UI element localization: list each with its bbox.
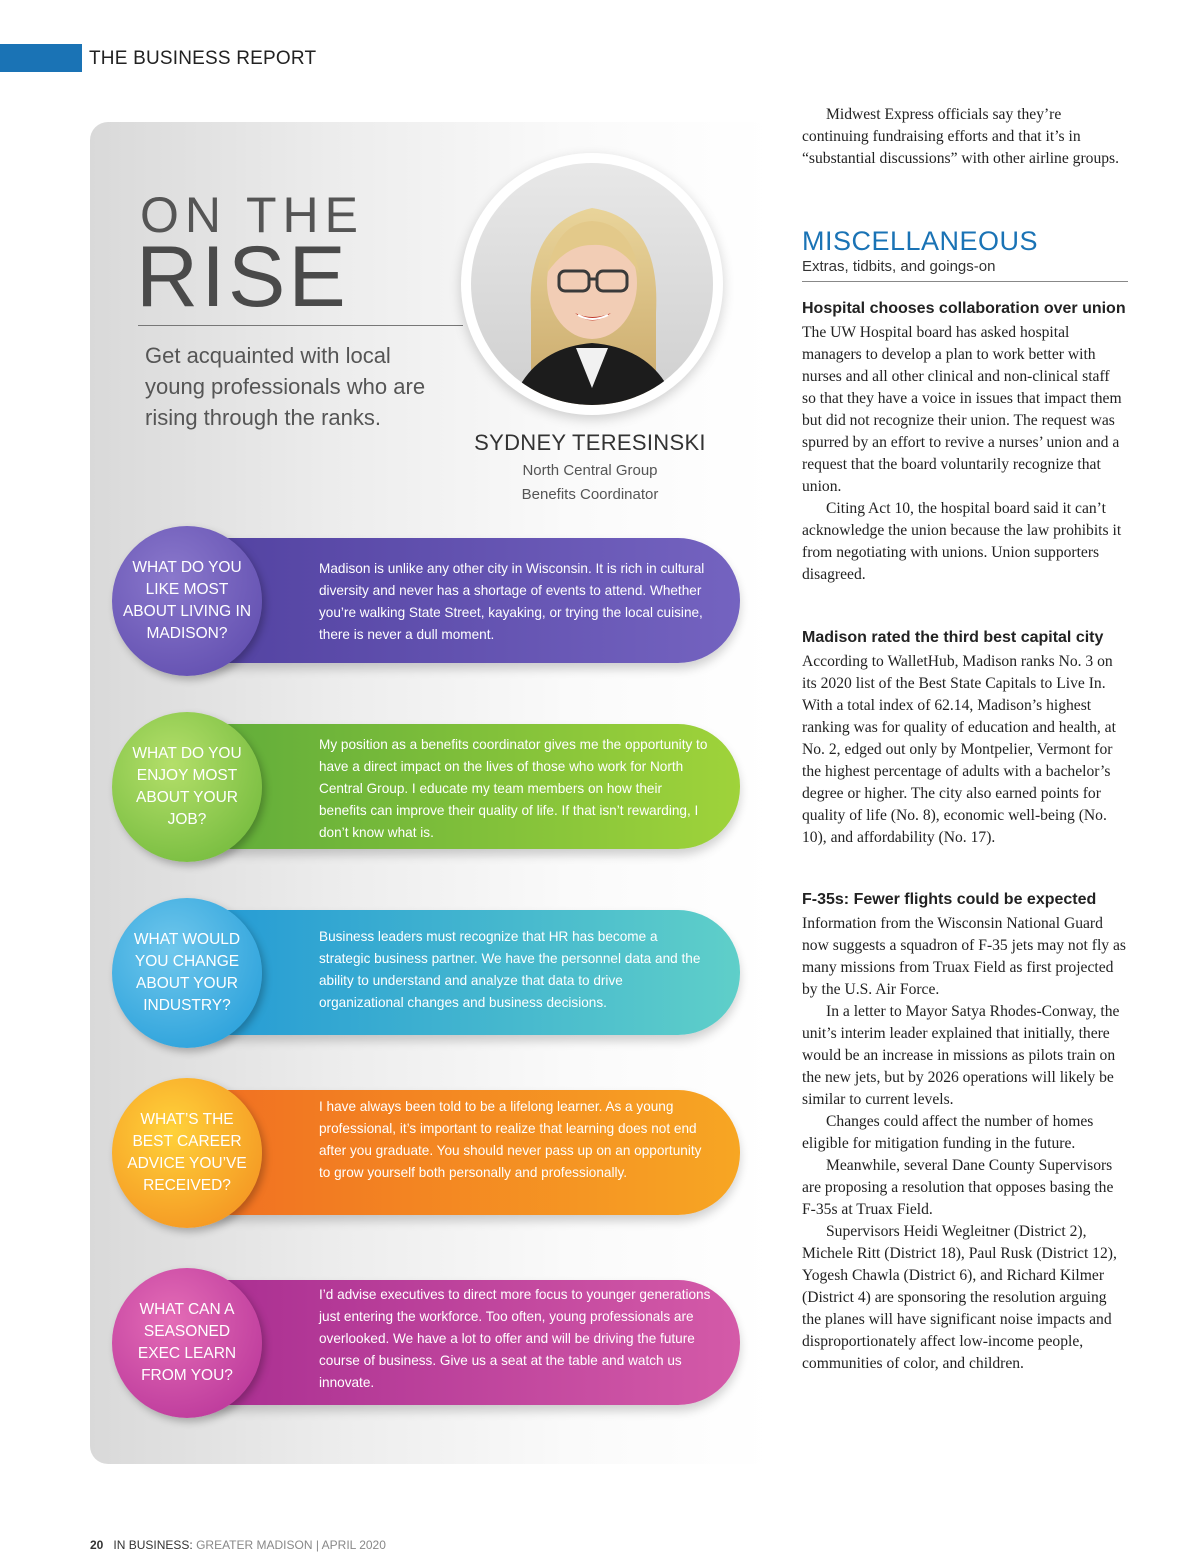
answer-text: Business leaders must recognize that HR has become a strategic business partner. We have the personnel data and the ability to understand and analyze that data to drive organizational changes and business decisions. bbox=[319, 929, 701, 1010]
feature-title-small: ON THE bbox=[140, 187, 364, 243]
article-body bbox=[802, 322, 1126, 586]
answer-text: I’d advise executives to direct more focus to younger generations just entering the workforce. Too often, young professionals are overlooked. We have a lot to offer and will be driving the future course of business. Give us a seat at the table and watch us innovate. bbox=[319, 1287, 711, 1390]
article-paragraph: According to WalletHub, Madison ranks No. 3 on its 2020 list of the Best State Capitals to Live In. With a total index of 62.14, Madison’s highest ranking was for quality of education and health, at No. 2, edged out only by Montpelier, Vermont for the highest percentage of adults with a bachelor’s degree or higher. The city also earned points for quality of life (No. 8), economic well-being (No. 10), and affordability (No. 17). bbox=[802, 653, 1116, 846]
page-footer bbox=[90, 1538, 386, 1552]
question-text: WHAT DO YOU LIKE MOST ABOUT LIVING IN MADISON? bbox=[122, 559, 252, 642]
article-heading: Hospital chooses collaboration over union bbox=[802, 300, 1126, 317]
question-text: WHAT CAN A SEASONED EXEC LEARN FROM YOU? bbox=[137, 1301, 237, 1384]
portrait-photo bbox=[471, 163, 713, 405]
question-circle bbox=[112, 898, 262, 1048]
question-text: WHAT WOULD YOU CHANGE ABOUT YOUR INDUSTRY? bbox=[133, 931, 241, 1014]
publication-name: IN BUSINESS: bbox=[113, 1538, 193, 1552]
article-paragraph: The UW Hospital board has asked hospital managers to develop a plan to work better with nurses and all other clinical and non-clinical staff so that they have a voice in issues that impact them but did not recognize their union. The request was spurred by an effort to revive a nurses’ union and a request that the board voluntarily recognize that union. bbox=[802, 324, 1122, 495]
answer-text: I have always been told to be a lifelong learner. As a young professional, it’s important to realize that learning does not end after you graduate. You should never pass up on an opportunity to grow yourself both personally and professionally. bbox=[319, 1099, 702, 1180]
article-paragraph: Citing Act 10, the hospital board said it can’t acknowledge the union because the law prohibits it from negotiating with unions. Union supporters disagreed. bbox=[802, 500, 1122, 583]
section-header: THE BUSINESS REPORT bbox=[89, 48, 317, 69]
page-number: 20 bbox=[90, 1538, 104, 1552]
question-text: WHAT’S THE BEST CAREER ADVICE YOU’VE RECEIVED? bbox=[127, 1111, 247, 1194]
section-divider bbox=[802, 281, 1128, 282]
article-paragraph: Changes could affect the number of homes eligible for mitigation funding in the future. bbox=[802, 1113, 1094, 1152]
article-paragraph: In a letter to Mayor Satya Rhodes-Conway, the unit’s interim leader explained that initially, there would be an increase in missions as pilots train on the new jets, but by 2026 operations will likely be similar to current levels. bbox=[802, 1003, 1120, 1108]
qa-item bbox=[112, 712, 740, 852]
person-name: SYDNEY TERESINSKI bbox=[474, 430, 706, 455]
article-paragraph: Supervisors Heidi Wegleitner (District 2), Michele Ritt (District 18), Paul Rusk (District 12), Yogesh Chawla (District 6), and Richard Kilmer (District 4) are sponsoring the resolution arguing the planes will have significant noise impacts and disproportionately affect low-income people, communities of color, and children. bbox=[802, 1223, 1117, 1372]
lead-text: Midwest Express officials say they’re continuing fundraising efforts and that it’s in “substantial discussions” with other airline groups. bbox=[802, 106, 1120, 167]
edition-info: GREATER MADISON | APRIL 2020 bbox=[196, 1538, 386, 1552]
article-body bbox=[802, 913, 1126, 1375]
section-color-bar bbox=[0, 44, 82, 72]
qa-item bbox=[112, 1268, 740, 1408]
question-text: WHAT DO YOU ENJOY MOST ABOUT YOUR JOB? bbox=[132, 745, 242, 828]
answer-text: Madison is unlike any other city in Wisconsin. It is rich in cultural diversity and never has a shortage of events to attend. Whether you’re walking State Street, kayaking, or trying the local cuisine, there is never a dull moment. bbox=[319, 561, 705, 642]
section-subtitle: Extras, tidbits, and goings-on bbox=[802, 258, 996, 275]
question-circle bbox=[112, 1268, 262, 1418]
feature-title-big: RISE bbox=[136, 229, 349, 325]
article-heading: Madison rated the third best capital city bbox=[802, 629, 1104, 646]
question-circle bbox=[112, 1078, 262, 1228]
answer-text: My position as a benefits coordinator gives me the opportunity to have a direct impact on the lives of those who work for North Central Group. I educate my team members on how their benefits can improve their quality of life. If that isn’t rewarding, I don’t know what is. bbox=[319, 737, 708, 840]
lead-paragraph bbox=[802, 104, 1126, 170]
qa-item bbox=[112, 526, 740, 666]
qa-item bbox=[112, 898, 740, 1038]
article-body bbox=[802, 651, 1126, 849]
article-heading: F-35s: Fewer flights could be expected bbox=[802, 891, 1097, 908]
article-paragraph: Information from the Wisconsin National Guard now suggests a squadron of F-35 jets may not fly as many missions from Truax Field as first projected by the U.S. Air Force. bbox=[802, 915, 1126, 998]
question-circle bbox=[112, 526, 262, 676]
qa-item bbox=[112, 1078, 740, 1218]
article-paragraph: Meanwhile, several Dane County Supervisors are proposing a resolution that opposes basing the F-35s at Truax Field. bbox=[802, 1157, 1114, 1218]
person-company: North Central Group bbox=[522, 462, 658, 479]
title-divider bbox=[138, 325, 463, 326]
section-title: MISCELLANEOUS bbox=[802, 226, 1039, 256]
person-title: Benefits Coordinator bbox=[521, 486, 659, 503]
feature-intro: Get acquainted with local young professionals who are rising through the ranks. bbox=[145, 343, 426, 430]
question-circle bbox=[112, 712, 262, 862]
